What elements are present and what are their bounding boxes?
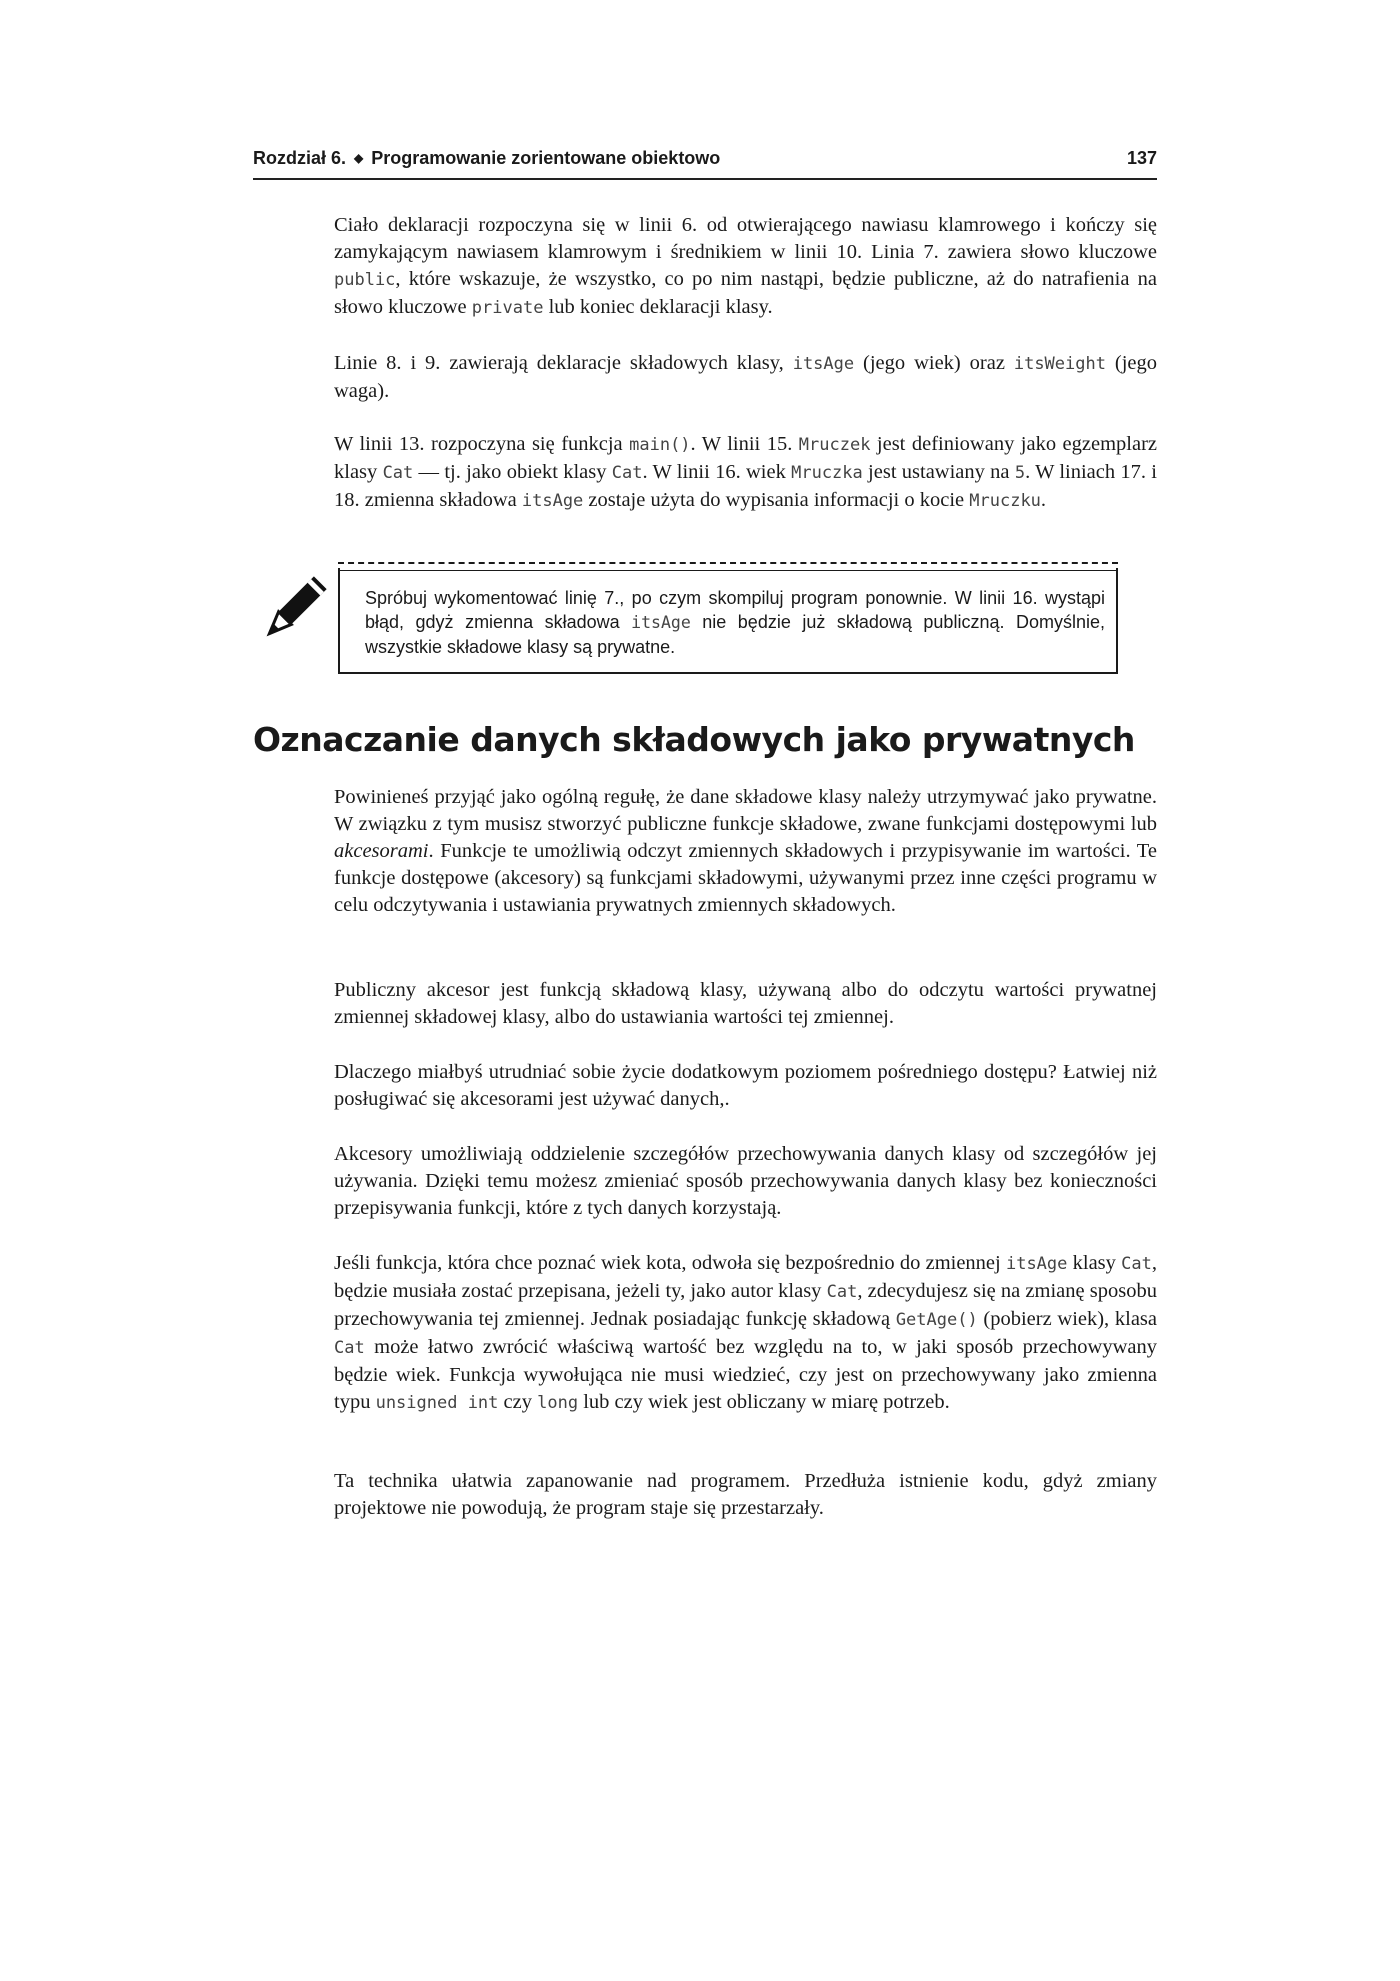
section-heading: Oznaczanie danych składowych jako prywatnych [253, 720, 1135, 759]
code-private: private [471, 298, 544, 318]
code-itsage-note: itsAge [631, 613, 691, 632]
chapter-label: Rozdział 6. [253, 148, 347, 168]
paragraph-accessors-separate: Akcesory umożliwiają oddzielenie szczegółów przechowywania danych klasy od szczegółów jej używania. Dzięki temu możesz zmieniać sposób przechowywania danych klasy bez konieczności przepisywania funkcji, które z tych danych korzystają. [334, 1143, 1157, 1219]
running-header [253, 148, 1157, 180]
note-top-border [338, 562, 1118, 571]
paragraph-main-function: W linii 13. rozpoczyna się funkcja main(). W linii 15. Mruczek jest definiowany jako egzemplarz klasy Cat — tj. jako obiekt klasy Cat. W linii 16. wiek Mruczka jest ustawiany na 5. W liniach 17. i 18. zmienna składowa itsAge zostaje użyta do wypisania informacji o kocie Mruczku. [334, 433, 1158, 511]
emphasis-akcesorami: akcesorami [334, 840, 429, 862]
paragraph-public-accessor: Publiczny akcesor jest funkcją składową klasy, używaną albo do odczytu wartości prywatnej zmiennej składowej klasy, albo do ustawiania wartości tej zmiennej. [334, 979, 1157, 1028]
page-number: 137 [1126, 148, 1157, 168]
paragraph-members: Linie 8. i 9. zawierają deklaracje składowych klasy, itsAge (jego wiek) oraz itsWeight (jego waga). [334, 352, 1157, 402]
code-itsage: itsAge [792, 354, 855, 374]
code-public: public [334, 270, 396, 290]
pencil-note-icon [256, 575, 328, 647]
paragraph-private-rule: Powinieneś przyjąć jako ogólną regułę, że dane składowe klasy należy utrzymywać jako prywatne. W związku z tym musisz stworzyć publiczne funkcje składowe, zwane funkcjami dostępowymi lub akcesorami. Funkcje te umożliwią odczyt zmiennych składowych i przypisywanie im wartości. Te funkcje dostępowe (akcesory) są funkcjami składowymi, używanymi przez inne części programu w celu odczytywania i ustawiania prywatnych zmiennych składowych. [334, 786, 1157, 916]
chapter-name: Programowanie zorientowane obiektowo [371, 148, 721, 168]
note-text: Spróbuj wykomentować linię 7., po czym skompiluj program ponownie. W linii 16. wystąpi błąd, gdyż zmienna składowa itsAge nie będzie już składową publiczną. Domyślnie, wszystkie składowe klasy są prywatne. [365, 588, 1105, 657]
diamond-bullet-icon: ◆ [354, 151, 364, 165]
note-box [338, 568, 1118, 674]
paragraph-class-body: Ciało deklaracji rozpoczyna się w linii 6. od otwierającego nawiasu klamrowego i kończy się zamykającym nawiasem klamrowym i średnikiem w linii 10. Linia 7. zawiera słowo kluczowe public, które wskazuje, że wszystko, co po nim nastąpi, będzie publiczne, aż do natrafienia na słowo kluczowe private lub koniec deklaracji klasy. [334, 214, 1157, 318]
chapter-title [253, 148, 720, 169]
paragraph-technique: Ta technika ułatwia zapanowanie nad programem. Przedłuża istnienie kodu, gdyż zmiany projektowe nie powodują, że program staje się przestarzały. [334, 1470, 1157, 1519]
paragraph-why: Dlaczego miałbyś utrudniać sobie życie dodatkowym poziomem pośredniego dostępu? Łatwiej niż posługiwać się akcesorami jest używać danych,. [334, 1061, 1157, 1110]
code-itsweight: itsWeight [1013, 354, 1106, 374]
paragraph-getage-example: Jeśli funkcja, która chce poznać wiek kota, odwoła się bezpośrednio do zmiennej itsAge klasy Cat, będzie musiała zostać przepisana, jeżeli ty, jako autor klasy Cat, zdecydujesz się na zmianę sposobu przechowywania tej zmiennej. Jednak posiadając funkcję składową GetAge() (pobierz wiek), klasa Cat może łatwo zwrócić właściwą wartość bez względu na to, w jaki sposób przechowywany będzie wiek. Funkcja wywołująca nie musi wiedzieć, czy jest on przechowywany jako zmienna typu unsigned int czy long lub czy wiek jest obliczany w miarę potrzeb. [334, 1252, 1157, 1413]
